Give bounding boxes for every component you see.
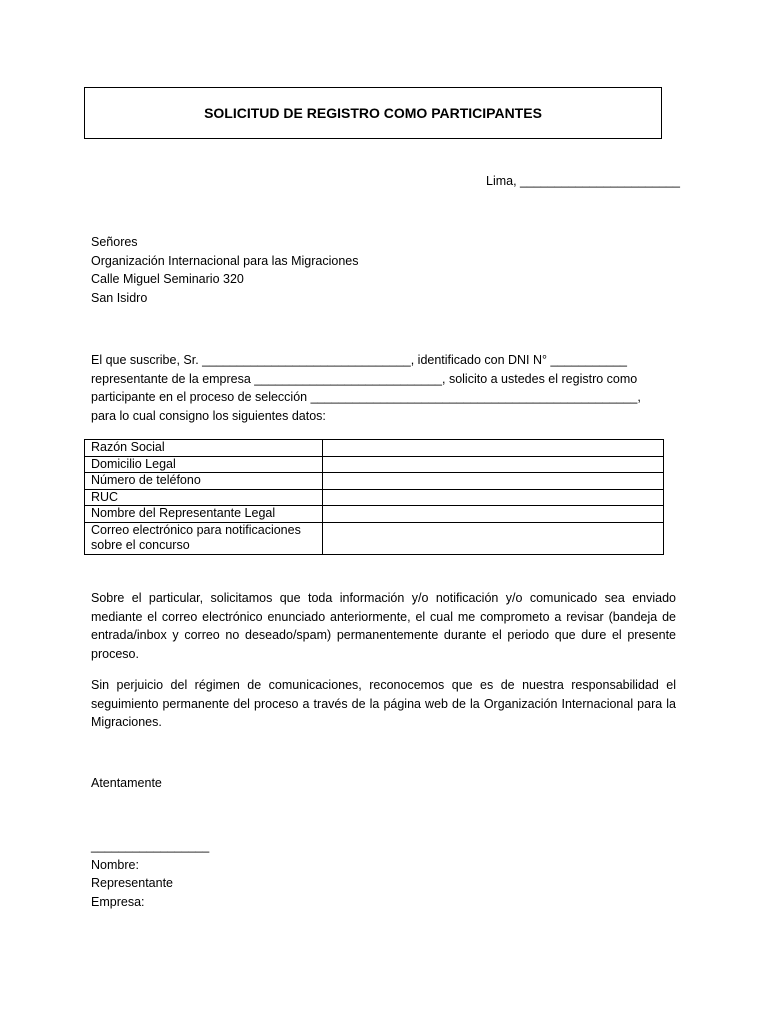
- signature-line: _________________: [91, 839, 210, 853]
- intro-line: representante de la empresa ___________________________, solicito a ustedes el registro como: [91, 371, 638, 386]
- intro-line: para lo cual consigno los siguientes datos:: [91, 408, 326, 423]
- row-label: Número de teléfono: [85, 473, 323, 490]
- row-value[interactable]: [323, 456, 664, 473]
- table-row: [85, 489, 664, 506]
- row-label: RUC: [85, 489, 323, 506]
- row-label: Razón Social: [85, 440, 323, 457]
- data-table: [84, 439, 664, 555]
- address-line: San Isidro: [91, 290, 148, 305]
- row-value[interactable]: [323, 489, 664, 506]
- intro-paragraph: [91, 351, 671, 425]
- name-label: Nombre:: [91, 857, 139, 872]
- date-line: Lima, _______________________: [486, 174, 680, 188]
- document-title-box: [84, 87, 662, 139]
- intro-line: El que suscribe, Sr. ______________________________, identificado con DNI N° ___________: [91, 353, 627, 367]
- paragraph-notifications: Sobre el particular, solicitamos que toda información y/o notificación y/o comunicado sea enviado mediante el correo electrónico enunciado anteriormente, el cual me comprometo a revisar (bandeja de entrada/inbox y correo no deseado/spam) permanentemente durante el periodo que dure el presente proceso.: [91, 591, 676, 661]
- row-label: Domicilio Legal: [85, 456, 323, 473]
- address-line: Organización Internacional para las Migraciones: [91, 253, 359, 268]
- table-row: [85, 456, 664, 473]
- signature-block: [91, 837, 209, 911]
- document-title: SOLICITUD DE REGISTRO COMO PARTICIPANTES: [204, 104, 542, 121]
- intro-line: participante en el proceso de selección _______________________________________________,: [91, 390, 641, 404]
- address-line: Calle Miguel Seminario 320: [91, 272, 244, 286]
- row-value[interactable]: [323, 473, 664, 490]
- row-value[interactable]: [323, 506, 664, 523]
- table-row: [85, 440, 664, 457]
- role-label: Representante: [91, 876, 174, 890]
- paragraph-responsibility: Sin perjuicio del régimen de comunicaciones, reconocemos que es de nuestra responsabilidad el seguimiento permanente del proceso a través de la página web de la Organización Internacional para la Migraciones.: [91, 678, 676, 729]
- closing: Atentamente: [91, 776, 162, 790]
- table-row: [85, 506, 664, 523]
- row-value[interactable]: [323, 440, 664, 457]
- row-value[interactable]: [323, 522, 664, 554]
- table-row: [85, 473, 664, 490]
- row-label: Nombre del Representante Legal: [85, 506, 323, 523]
- address-line: Señores: [91, 235, 138, 249]
- row-label: Correo electrónico para notificaciones sobre el concurso: [85, 522, 323, 554]
- company-label: Empresa:: [91, 894, 145, 909]
- table-row: [85, 522, 664, 554]
- recipient-address: [91, 233, 359, 307]
